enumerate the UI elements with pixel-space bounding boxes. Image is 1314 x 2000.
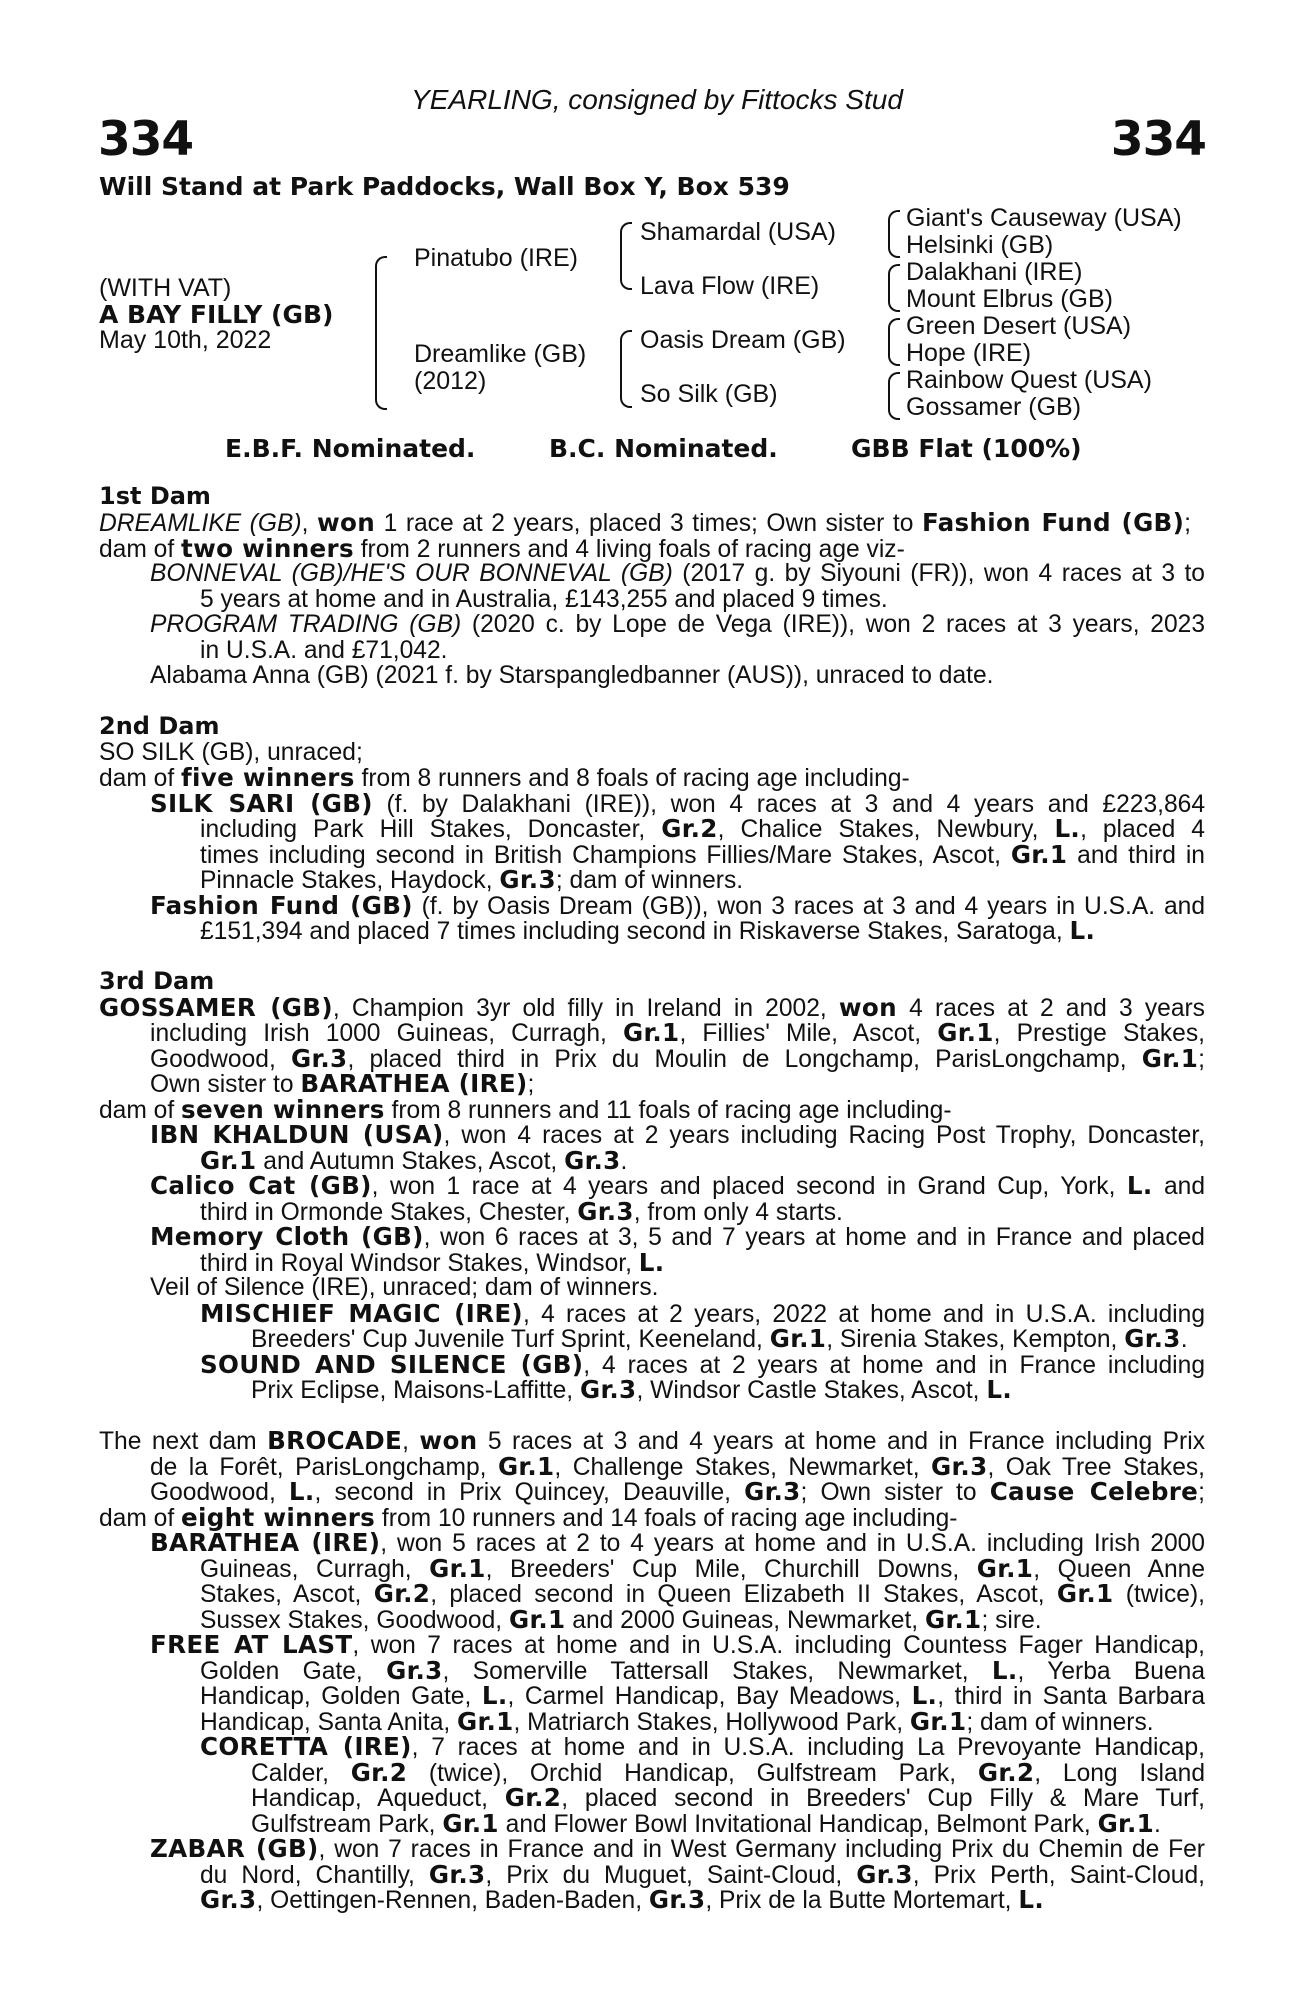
second-dam-line-1: SO SILK (GB), unraced; (99, 739, 363, 766)
next-dam-line-13: CORETTA (IRE), 7 races at home and in U.S.A. including La Prevoyante Handicap, (200, 1732, 1205, 1761)
sire-dam: Lava Flow (IRE) (640, 272, 820, 300)
next-dam-line-1: The next dam BROCADE, won 5 races at 3 and 4 years at home and in France including Prix (99, 1426, 1206, 1455)
third-dam-line-9: third in Ormonde Stakes, Chester, Gr.3, from only 4 starts. (200, 1197, 843, 1226)
first-dam-line-5: PROGRAM TRADING (GB) (2020 c. by Lope de Vega (IRE)), won 2 races at 3 years, 2023 (150, 611, 1206, 638)
second-dam-line-6: Pinnacle Stakes, Haydock, Gr.3; dam of winners. (200, 865, 744, 894)
grandparent-7: Rainbow Quest (USA) (906, 366, 1152, 394)
next-dam-line-3: Goodwood, L., second in Prix Quincey, Deauville, Gr.3; Own sister to Cause Celebre; (150, 1477, 1205, 1506)
next-dam-line-6: Guineas, Curragh, Gr.1, Breeders' Cup Mile, Churchill Downs, Gr.1, Queen Anne (200, 1554, 1205, 1583)
third-dam-line-12: Veil of Silence (IRE), unraced; dam of winners. (150, 1274, 659, 1301)
lot-number-right: 334 (1110, 112, 1206, 167)
second-dam-line-7: Fashion Fund (GB) (f. by Oasis Dream (GB)), won 3 races at 3 and 4 years in U.S.A. and (150, 891, 1206, 920)
next-dam-line-17: ZABAR (GB), won 7 races in France and in West Germany including Prix du Chemin de Fer (150, 1834, 1205, 1863)
second-dam-line-8: £151,394 and placed 7 times including second in Riskaverse Stakes, Saratoga, L. (200, 916, 1096, 945)
next-dam-line-19: Gr.3, Oettingen-Rennen, Baden-Baden, Gr.3, Prix de la Butte Mortemart, L. (200, 1885, 1044, 1914)
brace-g3 (888, 318, 900, 366)
next-dam-line-4: dam of eight winners from 10 runners and 14 foals of racing age including- (99, 1503, 958, 1532)
foaling-date: May 10th, 2022 (99, 326, 272, 354)
next-dam-line-7: Stakes, Ascot, Gr.2, placed second in Queen Elizabeth II Stakes, Ascot, Gr.1 (twice), (200, 1579, 1205, 1608)
third-dam-line-4: Own sister to BARATHEA (IRE); (150, 1069, 535, 1098)
dam: Dreamlike (GB) (414, 340, 587, 368)
next-dam-line-12: Handicap, Santa Anita, Gr.1, Matriarch Stakes, Hollywood Park, Gr.1; dam of winners. (200, 1707, 1154, 1736)
third-dam-line-7: Gr.1 and Autumn Stakes, Ascot, Gr.3. (200, 1146, 628, 1175)
grandparent-8: Gossamer (GB) (906, 393, 1082, 421)
next-dam-line-8: Sussex Stakes, Goodwood, Gr.1 and 2000 Guineas, Newmarket, Gr.1; sire. (200, 1605, 1042, 1634)
grandparent-1: Giant's Causeway (USA) (906, 204, 1182, 232)
lot-name: A BAY FILLY (GB) (99, 300, 334, 329)
section-second-dam: 2nd Dam (99, 712, 220, 740)
brace-main (375, 256, 387, 410)
third-dam-line-5: dam of seven winners from 8 runners and 11 foals of racing age including- (99, 1095, 952, 1124)
stand-location: Will Stand at Park Paddocks, Wall Box Y, Box 539 (99, 172, 790, 201)
ebf-nomination: E.B.F. Nominated. (225, 434, 476, 463)
bc-nomination: B.C. Nominated. (549, 434, 778, 463)
next-dam-line-18: du Nord, Chantilly, Gr.3, Prix du Muguet, Saint-Cloud, Gr.3, Prix Perth, Saint-Cloud, (200, 1860, 1205, 1889)
grandparent-5: Green Desert (USA) (906, 312, 1132, 340)
third-dam-line-11: third in Royal Windsor Stakes, Windsor, L. (200, 1248, 665, 1277)
dam-dam: So Silk (GB) (640, 380, 778, 408)
sire-sire: Shamardal (USA) (640, 218, 836, 246)
first-dam-line-6: in U.S.A. and £71,042. (200, 637, 448, 664)
first-dam-line-4: 5 years at home and in Australia, £143,255 and placed 9 times. (200, 586, 888, 613)
next-dam-line-14: Calder, Gr.2 (twice), Orchid Handicap, Gulfstream Park, Gr.2, Long Island (251, 1758, 1205, 1787)
third-dam-line-13: MISCHIEF MAGIC (IRE), 4 races at 2 years, 2022 at home and in U.S.A. including (200, 1299, 1205, 1328)
third-dam-line-8: Calico Cat (GB), won 1 race at 4 years and placed second in Grand Cup, York, L. and (150, 1171, 1205, 1200)
third-dam-line-6: IBN KHALDUN (USA), won 4 races at 2 years including Racing Post Trophy, Doncaster, (150, 1120, 1205, 1149)
next-dam-line-10: Golden Gate, Gr.3, Somerville Tattersall Stakes, Newmarket, L., Yerba Buena (200, 1656, 1205, 1685)
brace-g2 (888, 264, 900, 312)
brace-sire (620, 222, 632, 290)
next-dam-line-2: de la Forêt, ParisLongchamp, Gr.1, Challenge Stakes, Newmarket, Gr.3, Oak Tree Stakes, (150, 1452, 1206, 1481)
section-first-dam: 1st Dam (99, 482, 211, 510)
first-dam-line-2: dam of two winners from 2 runners and 4 living foals of racing age viz- (99, 534, 905, 563)
lot-number-left: 334 (98, 112, 194, 167)
first-dam-line-3: BONNEVAL (GB)/HE'S OUR BONNEVAL (GB) (2017 g. by Siyouni (FR)), won 4 races at 3 to (150, 560, 1205, 587)
next-dam-line-11: Handicap, Golden Gate, L., Carmel Handicap, Bay Meadows, L., third in Santa Barbara (200, 1681, 1206, 1710)
next-dam-line-5: BARATHEA (IRE), won 5 races at 2 to 4 years at home and in U.S.A. including Irish 2000 (150, 1528, 1205, 1557)
third-dam-line-2: including Irish 1000 Guineas, Curragh, Gr.1, Fillies' Mile, Ascot, Gr.1, Prestige Stakes, (150, 1018, 1205, 1047)
sire: Pinatubo (IRE) (414, 244, 578, 272)
third-dam-line-15: SOUND AND SILENCE (GB), 4 races at 2 years at home and in France including (200, 1350, 1206, 1379)
first-dam-line-1: DREAMLIKE (GB), won 1 race at 2 years, placed 3 times; Own sister to Fashion Fund (GB); (99, 508, 1191, 537)
dam-sire: Oasis Dream (GB) (640, 326, 846, 354)
first-dam-line-7: Alabama Anna (GB) (2021 f. by Starspangledbanner (AUS)), unraced to date. (150, 662, 994, 689)
third-dam-line-3: Goodwood, Gr.3, placed third in Prix du Moulin de Longchamp, ParisLongchamp, Gr.1; (150, 1044, 1206, 1073)
next-dam-line-15: Handicap, Aqueduct, Gr.2, placed second in Breeders' Cup Filly & Mare Turf, (251, 1783, 1206, 1812)
second-dam-line-4: including Park Hill Stakes, Doncaster, Gr.2, Chalice Stakes, Newbury, L., placed 4 (200, 814, 1205, 843)
third-dam-line-14: Breeders' Cup Juvenile Turf Sprint, Keeneland, Gr.1, Sirenia Stakes, Kempton, Gr.3. (251, 1324, 1188, 1353)
brace-dam (620, 330, 632, 408)
vat-note: (WITH VAT) (99, 274, 232, 302)
grandparent-6: Hope (IRE) (906, 339, 1032, 367)
grandparent-3: Dalakhani (IRE) (906, 258, 1083, 286)
next-dam-line-16: Gulfstream Park, Gr.1 and Flower Bowl Invitational Handicap, Belmont Park, Gr.1. (251, 1809, 1161, 1838)
third-dam-line-16: Prix Eclipse, Maisons-Laffitte, Gr.3, Windsor Castle Stakes, Ascot, L. (251, 1375, 1012, 1404)
brace-g1 (888, 210, 900, 258)
grandparent-4: Mount Elbrus (GB) (906, 285, 1114, 313)
dam-year: (2012) (414, 367, 487, 395)
second-dam-line-5: times including second in British Champions Fillies/Mare Stakes, Ascot, Gr.1 and third in (200, 840, 1205, 869)
gbb-nomination: GBB Flat (100%) (851, 434, 1082, 463)
next-dam-line-9: FREE AT LAST, won 7 races at home and in U.S.A. including Countess Fager Handicap, (150, 1630, 1205, 1659)
third-dam-line-10: Memory Cloth (GB), won 6 races at 3, 5 and 7 years at home and in France and placed (150, 1222, 1205, 1251)
third-dam-line-1: GOSSAMER (GB), Champion 3yr old filly in Ireland in 2002, won 4 races at 2 and 3 years (99, 993, 1205, 1022)
second-dam-line-3: SILK SARI (GB) (f. by Dalakhani (IRE)), won 4 races at 3 and 4 years and £223,864 (150, 789, 1205, 818)
brace-g4 (888, 372, 900, 420)
consignment-heading: YEARLING, consigned by Fittocks Stud (411, 84, 903, 115)
section-third-dam: 3rd Dam (99, 967, 215, 995)
second-dam-line-2: dam of five winners from 8 runners and 8 foals of racing age including- (99, 763, 910, 792)
grandparent-2: Helsinki (GB) (906, 231, 1054, 259)
